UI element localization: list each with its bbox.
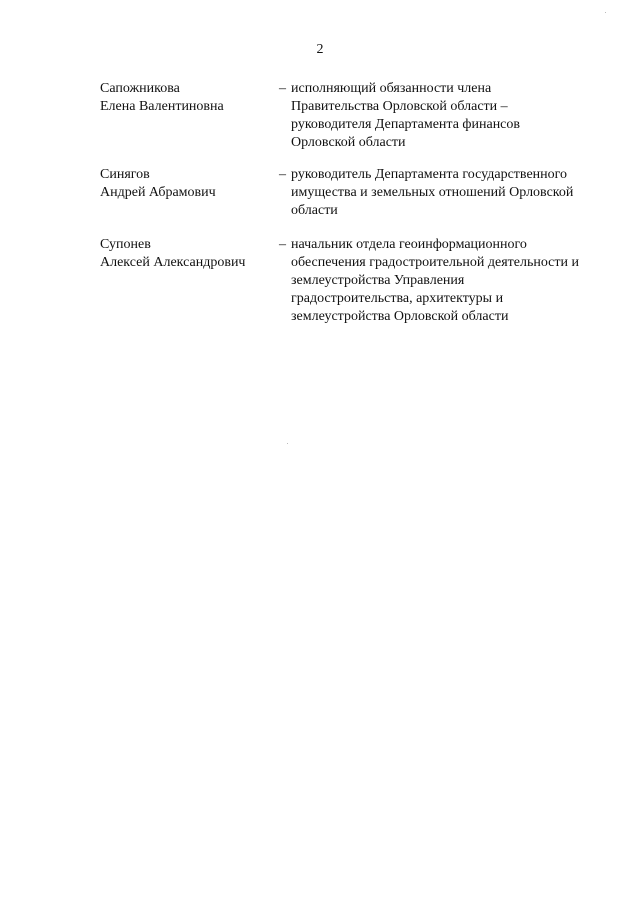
dash-separator: – [279,237,286,252]
member-position [279,166,609,220]
position-line: Правительства Орловской области – [291,99,508,114]
member-position [279,80,609,152]
member-surname: Сапожникова [100,81,180,96]
member-position [279,236,609,326]
position-line: руководителя Департамента финансов [291,117,521,132]
page-number: 2 [316,42,324,57]
member-name [100,80,270,116]
member-name [100,166,270,202]
dash-separator: – [279,167,286,182]
dash-separator: – [279,81,286,96]
position-line: руководитель Департамента государственного [291,167,568,182]
member-name [100,236,270,272]
scan-speck [605,12,606,13]
position-line: имущества и земельных отношений Орловской [291,185,574,200]
member-given-names: Елена Валентиновна [100,99,224,114]
member-given-names: Алексей Александрович [100,255,246,270]
position-line: землеустройства Управления [291,273,465,288]
member-surname: Синягов [100,167,150,182]
member-surname: Супонев [100,237,151,252]
position-line: начальник отдела геоинформационного [291,237,527,252]
position-line: исполняющий обязанности члена [291,81,492,96]
position-line: градостроительства, архитектуры и [291,291,504,306]
position-line: землеустройства Орловской области [291,309,509,324]
scan-speck [287,443,288,444]
position-line: области [291,203,338,218]
member-given-names: Андрей Абрамович [100,185,216,200]
position-line: обеспечения градостроительной деятельности и [291,255,579,270]
position-line: Орловской области [291,135,406,150]
